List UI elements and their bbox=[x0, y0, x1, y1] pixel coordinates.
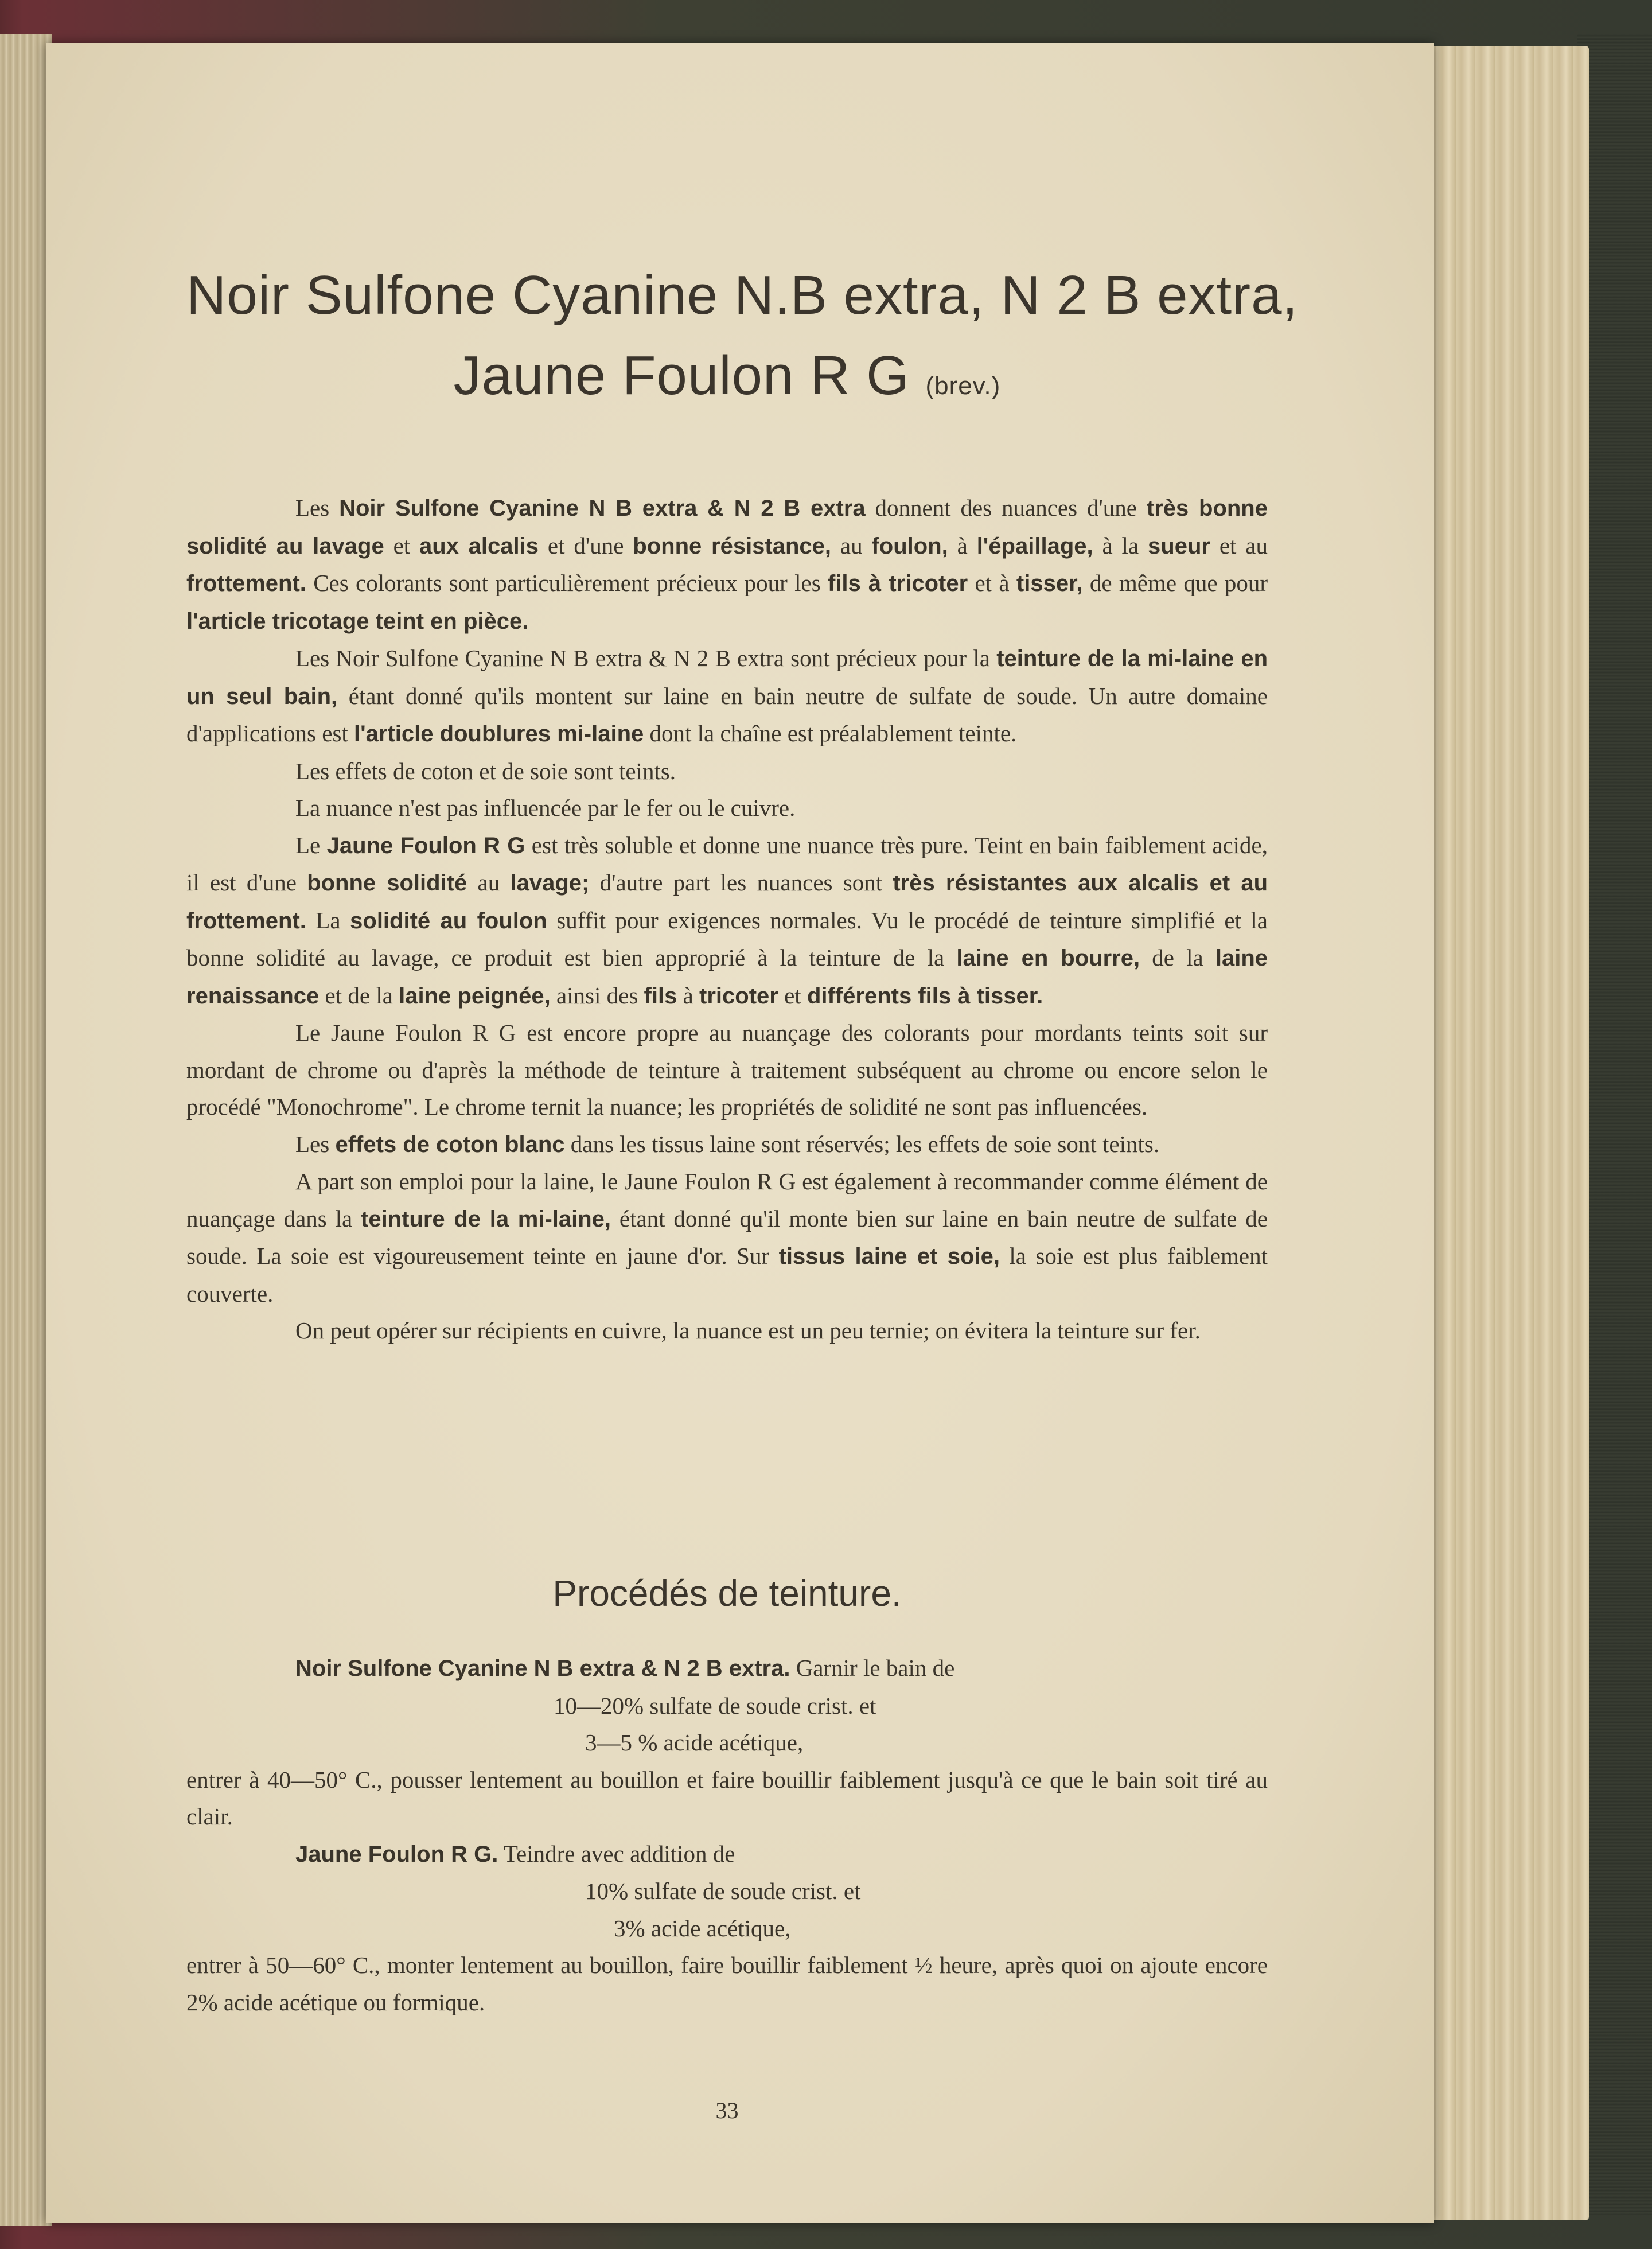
procedure-2-ingredient-1: 10% sulfate de soude crist. et bbox=[585, 1878, 861, 1904]
procedure-1-steps: entrer à 40—50° C., pousser lentement au bouillon et faire bouillir faiblement jusqu'à ce que le bain soit tiré au clair. bbox=[186, 1766, 1268, 1830]
book-page bbox=[46, 43, 1434, 2223]
page-title-line-1: Noir Sulfone Cyanine N.B extra, N 2 B extra, bbox=[186, 264, 1299, 326]
paragraph-8: A part son emploi pour la laine, le Jaune Foulon R G est également à recommander comme élément de nuançage dans la teinture de la mi-laine, étant donné qu'il monte bien sur laine en bain neutre de sulfate de soude. La soie est vigoureusement teinte en jaune d'or. Sur tissus laine et soie, la soie est plus faiblement couverte. bbox=[186, 1168, 1268, 1307]
procedure-1-ingredient-1: 10—20% sulfate de soude crist. et bbox=[554, 1692, 876, 1719]
title-note: (brev.) bbox=[925, 372, 1001, 400]
paragraph-9: On peut opérer sur récipients en cuivre, la nuance est un peu ternie; on évitera la teinture sur fer. bbox=[295, 1317, 1201, 1344]
procedure-2-steps: entrer à 50—60° C., monter lentement au bouillon, faire bouillir faiblement ½ heure, après quoi on ajoute encore 2% acide acétique ou formique. bbox=[186, 1952, 1268, 2015]
procedure-2-intro: Jaune Foulon R G. Teindre avec addition de bbox=[295, 1840, 735, 1867]
paragraph-3: Les effets de coton et de soie sont teints. bbox=[295, 757, 676, 784]
title-product: Jaune Foulon R G bbox=[453, 345, 910, 406]
paragraph-1: Les Noir Sulfone Cyanine N B extra & N 2 B extra donnent des nuances d'une très bonne solidité au lavage et aux alcalis et d'une bonne résistance, au foulon, à l'épaillage, à la sueur et au frottement. Ces colorants sont particulièrement précieux pour les fils à tricoter et à tisser, de même que pour l'article tricotage teint en pièce. bbox=[186, 495, 1268, 634]
procedure-1-intro: Noir Sulfone Cyanine N B extra & N 2 B extra. Garnir le bain de bbox=[295, 1655, 955, 1681]
body-text bbox=[186, 489, 1268, 1349]
procedure-2-ingredient-2: 3% acide acétique, bbox=[614, 1915, 791, 1941]
paragraph-4: La nuance n'est pas influencée par le fer ou le cuivre. bbox=[295, 795, 796, 821]
page-number: 33 bbox=[715, 2098, 739, 2123]
procedure-1-ingredient-2: 3—5 % acide acétique, bbox=[585, 1729, 804, 1756]
paragraph-7: Les effets de coton blanc dans les tissus laine sont réservés; les effets de soie sont teints. bbox=[295, 1130, 1160, 1157]
paragraph-2: Les Noir Sulfone Cyanine N B extra & N 2 B extra sont précieux pour la teinture de la mi-laine en un seul bain, étant donné qu'ils montent sur laine en bain neutre de sulfate de soude. Un autre domaine d'applications est l'article doublures mi-laine dont la chaîne est préalablement teinte. bbox=[186, 645, 1268, 746]
page-edges bbox=[1417, 46, 1589, 2220]
section-heading: Procédés de teinture. bbox=[552, 1573, 902, 1614]
paragraph-6: Le Jaune Foulon R G est encore propre au nuançage des colorants pour mordants teints soit sur mordant de chrome ou d'après la méthode de teinture à traitement subséquent au chrome ou encore selon le procédé "Monochrome". Le chrome ternit la nuance; les propriétés de solidité ne sont pas influencées. bbox=[186, 1020, 1268, 1120]
paragraph-5: Le Jaune Foulon R G est très soluble et donne une nuance très pure. Teint en bain faiblement acide, il est d'une bonne solidité au lavage; d'autre part les nuances sont très résistantes aux alcalis et au frottement. La solidité au foulon suffit pour exigences normales. Vu le procédé de teinture simplifié et la bonne solidité au lavage, ce produit est bien approprié à la teinture de la laine en bourre, de la laine renaissance et de la laine peignée, ainsi des fils à tricoter et différents fils à tisser. bbox=[186, 831, 1268, 1009]
left-page-stack bbox=[0, 34, 52, 2226]
page-title-line-2 bbox=[186, 344, 1268, 407]
procedures bbox=[186, 1649, 1268, 2021]
